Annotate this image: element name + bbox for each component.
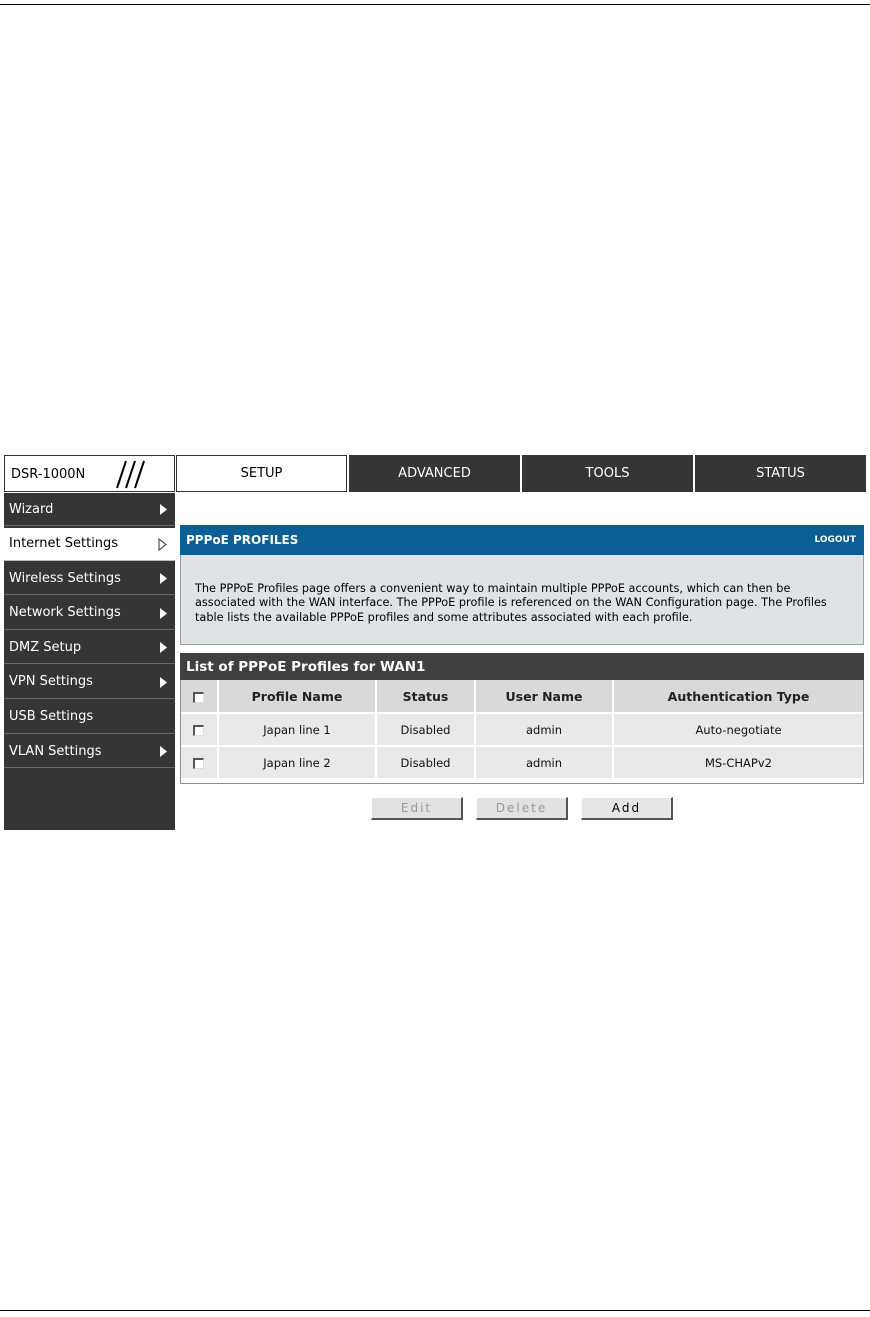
cell-status: Disabled	[376, 713, 475, 746]
row-select-cell	[181, 713, 218, 746]
page-title: PPPoE PROFILES	[186, 533, 299, 547]
tab-setup[interactable]: SETUP	[176, 455, 347, 492]
profiles-table	[180, 680, 864, 784]
sidebar-item-label: DMZ Setup	[9, 639, 82, 655]
tab-tools[interactable]: TOOLS	[520, 455, 693, 492]
column-header-authentication-type[interactable]: Authentication Type	[613, 680, 863, 713]
sidebar-item-label: USB Settings	[9, 709, 94, 725]
table-row[interactable]	[181, 746, 863, 779]
sidebar-item-label: VLAN Settings	[9, 743, 102, 759]
page-description	[180, 555, 864, 645]
caret-right-icon	[160, 573, 167, 584]
sidebar-item-label: Wizard	[9, 501, 54, 517]
caret-right-icon	[160, 642, 167, 653]
cell-profile-name: Japan line 2	[218, 746, 376, 779]
logout-link[interactable]: LOGOUT	[814, 535, 856, 545]
sidebar-item-dmz-setup[interactable]	[4, 631, 175, 664]
description-text: The PPPoE Profiles page offers a convenient way to maintain multiple PPPoE accounts, which can then be associated with the WAN interface. The PPPoE profile is referenced on the WAN Configuration page. The Profiles table lists the available PPPoE profiles and some attributes associated with each profile.	[195, 582, 827, 624]
top-navigation	[4, 455, 866, 492]
cell-profile-name: Japan line 1	[218, 713, 376, 746]
cell-user-name: admin	[475, 713, 613, 746]
model-logo-box	[4, 455, 175, 492]
row-checkbox[interactable]	[193, 758, 204, 769]
sidebar-item-internet-settings[interactable]	[4, 528, 175, 561]
sidebar-item-label: Network Settings	[9, 605, 121, 621]
list-title: List of PPPoE Profiles for WAN1	[186, 658, 426, 675]
row-select-cell	[181, 746, 218, 779]
cell-status: Disabled	[376, 746, 475, 779]
table-header-row	[181, 680, 863, 713]
caret-right-icon	[160, 608, 167, 619]
page-top-rule	[0, 4, 870, 5]
tab-advanced[interactable]: ADVANCED	[347, 455, 520, 492]
caret-right-outline-icon	[158, 538, 167, 551]
panel-title-bar	[180, 525, 864, 555]
model-name: DSR-1000N	[11, 467, 86, 482]
cell-authentication-type: Auto-negotiate	[613, 713, 863, 746]
cell-authentication-type: MS-CHAPv2	[613, 746, 863, 779]
list-title-bar	[180, 653, 864, 680]
select-all-checkbox[interactable]	[193, 692, 204, 703]
sidebar-item-usb-settings[interactable]	[4, 701, 175, 734]
page-bottom-rule	[0, 1310, 870, 1311]
sidebar-item-wizard[interactable]	[4, 493, 175, 526]
sidebar	[4, 493, 175, 830]
delete-button[interactable]: Delete	[476, 797, 568, 820]
caret-right-icon	[160, 746, 167, 757]
sidebar-item-wireless-settings[interactable]	[4, 562, 175, 595]
table-row[interactable]	[181, 713, 863, 746]
column-header-profile-name[interactable]: Profile Name	[218, 680, 376, 713]
tab-status[interactable]: STATUS	[693, 455, 866, 492]
sidebar-item-label: VPN Settings	[9, 674, 93, 690]
add-button[interactable]: Add	[581, 797, 673, 820]
caret-right-icon	[160, 504, 167, 515]
cell-user-name: admin	[475, 746, 613, 779]
caret-right-icon	[160, 677, 167, 688]
column-header-status[interactable]: Status	[376, 680, 475, 713]
edit-button[interactable]: Edit	[371, 797, 463, 820]
slashes-logo-icon	[113, 460, 153, 490]
column-header-user-name[interactable]: User Name	[475, 680, 613, 713]
sidebar-item-vlan-settings[interactable]	[4, 735, 175, 768]
sidebar-item-label: Wireless Settings	[9, 570, 121, 586]
sidebar-item-network-settings[interactable]	[4, 597, 175, 630]
sidebar-item-label: Internet Settings	[9, 536, 119, 552]
select-all-cell	[181, 680, 218, 713]
sidebar-item-vpn-settings[interactable]	[4, 666, 175, 699]
row-checkbox[interactable]	[193, 725, 204, 736]
